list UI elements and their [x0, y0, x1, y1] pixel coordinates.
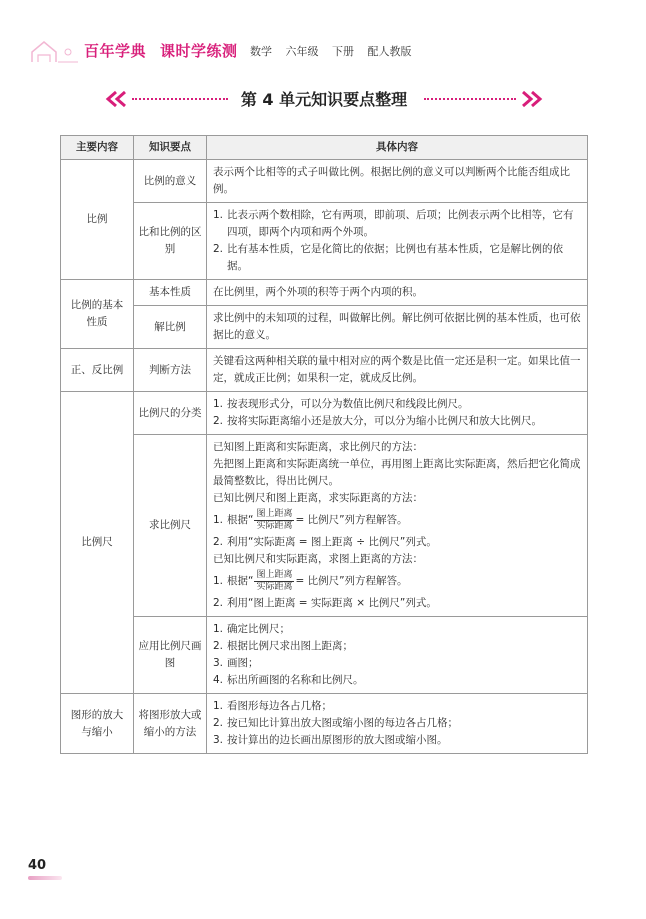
- list-item: [213, 638, 581, 655]
- list-number: 2.: [213, 640, 224, 652]
- key-point-cell: 解比例: [134, 306, 207, 349]
- list-item: [213, 413, 581, 430]
- header-main-content: 主要内容: [61, 136, 134, 160]
- method-text: 先把图上距离和实际距离统一单位，再用图上距离比实际距离，然后把它化简成最简整数比，得出比例尺。: [213, 458, 581, 487]
- title-dots-right: [424, 98, 516, 100]
- list-number: 2.: [213, 415, 224, 427]
- house-icon: [28, 38, 80, 64]
- list-number: 2.: [213, 536, 224, 548]
- fraction-numerator: 图上距离: [256, 570, 293, 580]
- fraction-denominator: 实际距离: [256, 582, 293, 592]
- list-number: 1.: [213, 209, 224, 221]
- formula-prefix: 根据“: [227, 514, 254, 526]
- method-intro: 已知比例尺和实际距离，求图上距离的方法：: [213, 553, 423, 565]
- list-number: 1.: [213, 623, 224, 635]
- list-item: [213, 570, 581, 593]
- list-item: [213, 534, 581, 551]
- method-intro: 已知图上距离和实际距离，求比例尺的方法：: [213, 441, 423, 453]
- key-point-cell: 求比例尺: [134, 435, 207, 617]
- list-number: 2.: [213, 597, 224, 609]
- detail-cell: 求比例中的未知项的过程，叫做解比例。解比例可依据比例的基本性质，也可依据比的意义。: [207, 306, 588, 349]
- list-item: [213, 715, 581, 732]
- table-row: [61, 694, 588, 754]
- table-row: [61, 435, 588, 617]
- section-title-bar: [0, 84, 646, 114]
- meta-edition: 配人教版: [367, 45, 412, 58]
- list-text: 根据比例尺求出图上距离；: [227, 640, 353, 652]
- method-intro: 已知比例尺和图上距离，求实际距离的方法：: [213, 492, 423, 504]
- list-text: 看图形每边各占几格；: [227, 700, 332, 712]
- list-item: [213, 509, 581, 532]
- page-number: 40: [28, 858, 47, 873]
- title-dots-left: [132, 98, 228, 100]
- list-text: 按将实际距离缩小还是放大分，可以分为缩小比例尺和放大比例尺。: [227, 415, 542, 427]
- main-topic-cell: 比例: [61, 160, 134, 280]
- list-item: [213, 655, 581, 672]
- list-text: 比有基本性质，它是化简比的依据；比例也有基本性质，它是解比例的依据。: [227, 243, 563, 272]
- list-item: [213, 698, 581, 715]
- formula-suffix: = 比例尺”列方程解答。: [295, 575, 408, 587]
- fraction: [254, 570, 294, 593]
- detail-cell: [207, 392, 588, 435]
- list-item: [213, 396, 581, 413]
- meta-subject: 数学: [250, 45, 272, 58]
- table-row: [61, 349, 588, 392]
- list-text: 按计算出的边长画出原图形的放大图或缩小图。: [227, 734, 448, 746]
- fraction-denominator: 实际距离: [256, 521, 293, 531]
- list-number: 3.: [213, 657, 224, 669]
- list-item: [213, 595, 581, 612]
- key-point-cell: 应用比例尺画图: [134, 617, 207, 694]
- list-text: 按已知比计算出放大图或缩小图的每边各占几格；: [227, 717, 458, 729]
- list-item: [213, 241, 581, 275]
- list-number: 1.: [213, 514, 224, 526]
- header-details: 具体内容: [207, 136, 588, 160]
- table-row: [61, 280, 588, 306]
- main-topic-cell: 比例的基本性质: [61, 280, 134, 349]
- list-number: 1.: [213, 575, 224, 587]
- list-item: [213, 621, 581, 638]
- key-point-cell: 判断方法: [134, 349, 207, 392]
- knowledge-table: [60, 135, 588, 754]
- table-row: [61, 392, 588, 435]
- key-point-cell: 比例的意义: [134, 160, 207, 203]
- detail-cell: 在比例里，两个外项的积等于两个内项的积。: [207, 280, 588, 306]
- detail-cell: [207, 694, 588, 754]
- table-row: [61, 306, 588, 349]
- fraction-numerator: 图上距离: [256, 509, 293, 519]
- key-point-cell: 比例尺的分类: [134, 392, 207, 435]
- list-number: 3.: [213, 734, 224, 746]
- book-meta: [250, 43, 422, 59]
- double-chevron-left-icon: [104, 90, 128, 108]
- brand-series: 课时学练测: [160, 42, 238, 60]
- detail-cell: [207, 203, 588, 280]
- list-text: 利用“图上距离 = 实际距离 × 比例尺”列式。: [227, 597, 437, 609]
- formula-prefix: 根据“: [227, 575, 254, 587]
- key-point-cell: 比和比例的区别: [134, 203, 207, 280]
- table-row: [61, 160, 588, 203]
- key-point-cell: 基本性质: [134, 280, 207, 306]
- main-topic-cell: 比例尺: [61, 392, 134, 694]
- detail-cell: [207, 435, 588, 617]
- table-header-row: [61, 136, 588, 160]
- list-number: 4.: [213, 674, 224, 686]
- list-text: 确定比例尺；: [227, 623, 290, 635]
- key-point-cell: 将图形放大或缩小的方法: [134, 694, 207, 754]
- list-text: 标出所画图的名称和比例尺。: [227, 674, 364, 686]
- fraction: [254, 509, 294, 532]
- list-number: 2.: [213, 243, 224, 255]
- detail-cell: 表示两个比相等的式子叫做比例。根据比例的意义可以判断两个比能否组成比例。: [207, 160, 588, 203]
- list-item: [213, 732, 581, 749]
- table-row: [61, 203, 588, 280]
- brand-title: [84, 40, 238, 61]
- meta-grade: 六年级: [285, 45, 319, 58]
- list-text: 按表现形式分，可以分为数值比例尺和线段比例尺。: [227, 398, 469, 410]
- double-chevron-right-icon: [520, 90, 544, 108]
- list-text: 比表示两个数相除，它有两项，即前项、后项；比例表示两个比相等，它有四项，即两个内项和两个外项。: [227, 209, 574, 238]
- header-key-points: 知识要点: [134, 136, 207, 160]
- list-number: 2.: [213, 717, 224, 729]
- list-number: 1.: [213, 398, 224, 410]
- detail-cell: [207, 617, 588, 694]
- brand-name: 百年学典: [84, 42, 147, 60]
- list-text: 画图；: [227, 657, 259, 669]
- list-item: [213, 672, 581, 689]
- main-topic-cell: 正、反比例: [61, 349, 134, 392]
- table-row: [61, 617, 588, 694]
- main-topic-cell: 图形的放大与缩小: [61, 694, 134, 754]
- detail-cell: 关键看这两种相关联的量中相对应的两个数是比值一定还是积一定。如果比值一定，就成正比例；如果积一定，就成反比例。: [207, 349, 588, 392]
- page-title: 第 4 单元知识要点整理: [240, 90, 408, 109]
- formula-suffix: = 比例尺”列方程解答。: [295, 514, 408, 526]
- meta-volume: 下册: [332, 45, 354, 58]
- list-item: [213, 207, 581, 241]
- list-number: 1.: [213, 700, 224, 712]
- page-header: [0, 0, 646, 70]
- page-number-accent-bar: [28, 876, 62, 880]
- list-text: 利用“实际距离 = 图上距离 ÷ 比例尺”列式。: [227, 536, 437, 548]
